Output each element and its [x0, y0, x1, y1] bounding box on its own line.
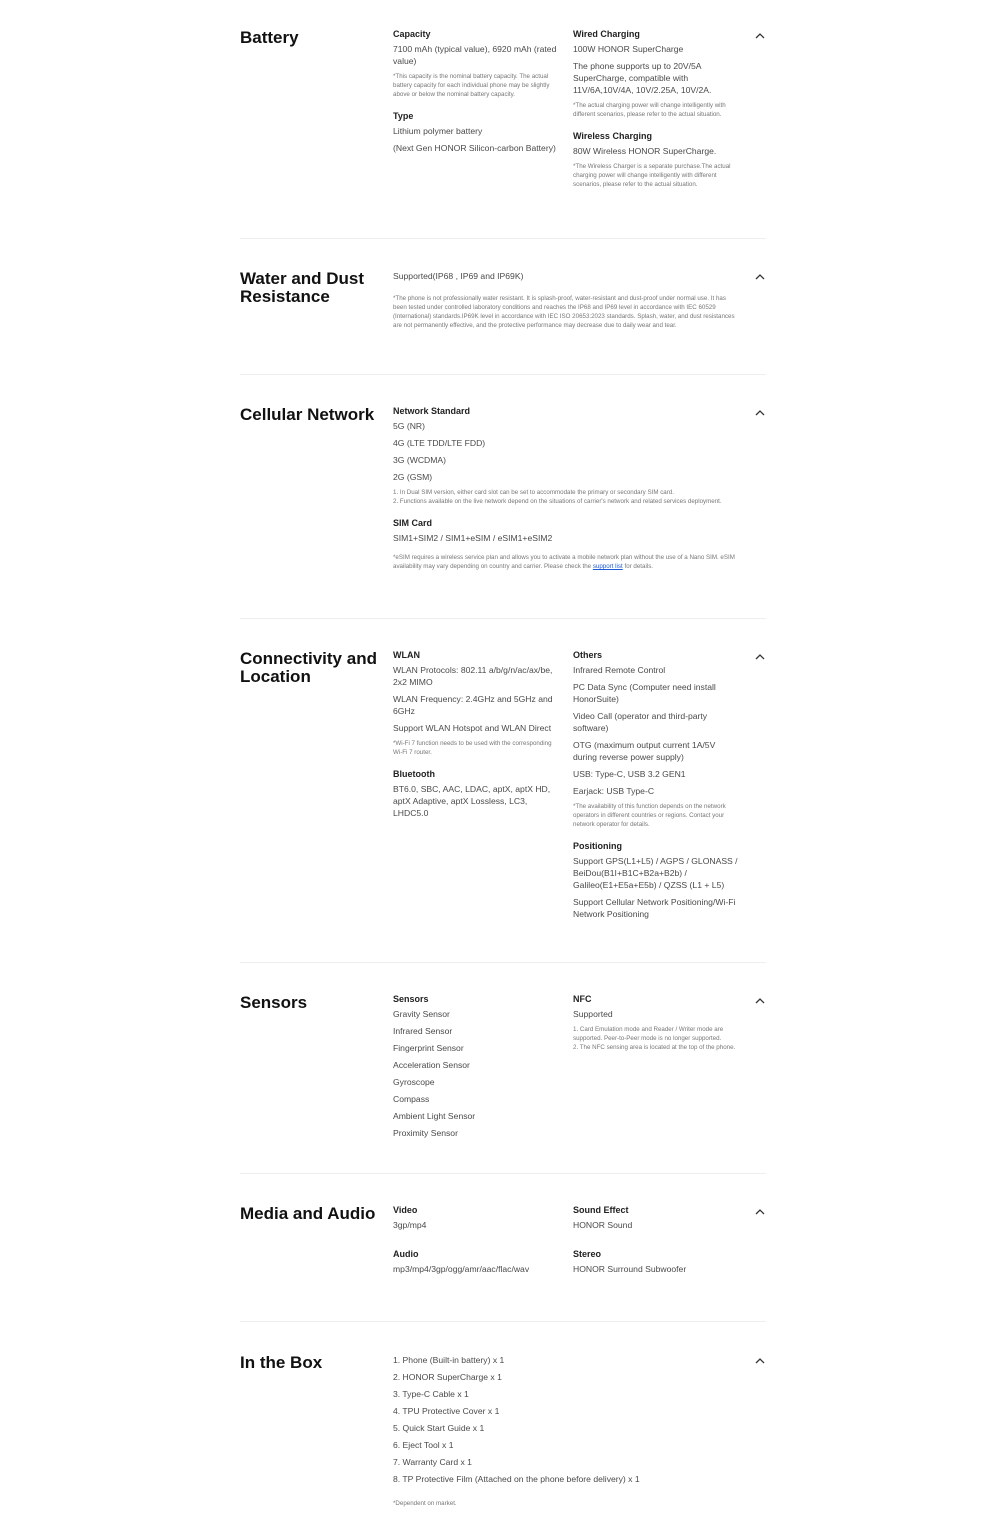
list-item: 2G (GSM): [393, 472, 433, 482]
spec-label: Video: [393, 1205, 418, 1215]
spec-value: The phone supports up to 20V/5A SuperCharge, compatible with 11V/6A,10V/4A, 10V/2.25A, 10V/2A.: [573, 61, 712, 95]
note-text: *eSIM requires a wireless service plan and allows you to activate a mobile network plan without the use of a Nano SIM. eSIM availability may vary depending on country and carrier. Please check the: [393, 554, 735, 570]
list-item: Infrared Remote Control: [573, 665, 666, 675]
list-item: Fingerprint Sensor: [393, 1043, 464, 1053]
list-item: Proximity Sensor: [393, 1128, 458, 1138]
spec-note: *The actual charging power will change intelligently with different scenarios, please refer to the actual situation.: [573, 102, 726, 118]
list-item: 4G (LTE TDD/LTE FDD): [393, 438, 486, 448]
chevron-up-icon[interactable]: [754, 652, 766, 662]
list-item: Compass: [393, 1094, 430, 1104]
spec-note: 1. In Dual SIM version, either card slot can be set to accommodate the primary or secondary SIM card.: [393, 489, 674, 496]
spec-value: Lithium polymer battery: [393, 126, 483, 136]
divider: [240, 1321, 766, 1322]
spec-label: Type: [393, 111, 414, 121]
list-item: Support Cellular Network Positioning/Wi-Fi Network Positioning: [573, 897, 736, 919]
video-group: [393, 1205, 561, 1231]
spec-label: Wired Charging: [573, 29, 640, 39]
spec-value: SIM1+SIM2 / SIM1+eSIM / eSIM1+eSIM2: [393, 533, 553, 543]
list-item: Acceleration Sensor: [393, 1060, 470, 1070]
spec-note: *The availability of this function depends on the network operators in different countries or regions. Contact your network operator for details.: [573, 803, 726, 828]
section-water-dust: [240, 270, 766, 350]
spec-label: WLAN: [393, 650, 420, 660]
chevron-up-icon[interactable]: [754, 1356, 766, 1366]
list-item: 8. TP Protective Film (Attached on the phone before delivery) x 1: [393, 1474, 640, 1484]
list-item: 5. Quick Start Guide x 1: [393, 1423, 485, 1433]
section-media-audio: [240, 1205, 766, 1285]
spec-value: 80W Wireless HONOR SuperCharge.: [573, 146, 717, 156]
chevron-up-icon[interactable]: [754, 1207, 766, 1217]
section-sensors: [240, 994, 766, 1149]
chevron-up-icon[interactable]: [754, 272, 766, 282]
network-standard-group: [393, 406, 738, 506]
nfc-group: [573, 994, 741, 1052]
section-title: In the Box: [240, 1353, 323, 1372]
section-battery: [240, 29, 766, 219]
spec-note: *The Wireless Charger is a separate purchase.The actual charging power will change intelligently with different scenarios, please refer to the actual situation.: [573, 163, 731, 188]
spec-note: 1. Card Emulation mode and Reader / Writer mode are supported. Peer-to-Peer mode is no longer supported.: [573, 1026, 724, 1042]
spec-label: Sound Effect: [573, 1205, 629, 1215]
note-text: for details.: [622, 563, 654, 570]
sound-effect-group: [573, 1205, 741, 1231]
divider: [240, 618, 766, 619]
spec-value: 3gp/mp4: [393, 1220, 427, 1230]
wlan-group: [393, 650, 561, 757]
list-item: WLAN Frequency: 2.4GHz and 5GHz and 6GHz: [393, 694, 553, 716]
spec-note: [393, 553, 738, 571]
list-item: 5G (NR): [393, 421, 425, 431]
chevron-up-icon[interactable]: [754, 996, 766, 1006]
spec-value: HONOR Sound: [573, 1220, 633, 1230]
spec-value: Supported(IP68 , IP69 and IP69K): [393, 271, 524, 281]
positioning-group: [573, 841, 741, 920]
audio-group: [393, 1249, 561, 1275]
spec-label: Sensors: [393, 994, 429, 1004]
divider: [240, 374, 766, 375]
bluetooth-group: [393, 769, 561, 819]
list-item: 3G (WCDMA): [393, 455, 446, 465]
spec-label: SIM Card: [393, 518, 433, 528]
spec-label: Stereo: [573, 1249, 602, 1259]
spec-value: BT6.0, SBC, AAC, LDAC, aptX, aptX HD, aptX Adaptive, aptX Lossless, LC3, LHDC5.0: [393, 784, 551, 818]
chevron-up-icon[interactable]: [754, 31, 766, 41]
list-item: Earjack: USB Type-C: [573, 786, 655, 796]
section-connectivity: [240, 650, 766, 940]
type-group: [393, 111, 561, 154]
list-item: Video Call (operator and third-party software): [573, 711, 708, 733]
spec-label: Positioning: [573, 841, 622, 851]
others-group: [573, 650, 741, 829]
section-cellular: [240, 406, 766, 596]
spec-label: Audio: [393, 1249, 419, 1259]
section-title: Sensors: [240, 993, 308, 1012]
spec-label: Capacity: [393, 29, 431, 39]
section-title: Media and Audio: [240, 1204, 376, 1223]
spec-label: Network Standard: [393, 406, 471, 416]
sim-card-group: [393, 518, 738, 571]
list-item: WLAN Protocols: 802.11 a/b/g/n/ac/ax/be, 2x2 MIMO: [393, 665, 553, 687]
wired-charging-group: [573, 29, 741, 119]
list-item: PC Data Sync (Computer need install HonorSuite): [573, 682, 716, 704]
spec-value: (Next Gen HONOR Silicon-carbon Battery): [393, 143, 556, 153]
divider: [240, 238, 766, 239]
spec-value: Supported: [573, 1009, 613, 1019]
spec-label: Wireless Charging: [573, 131, 652, 141]
spec-value: mp3/mp4/3gp/ogg/amr/aac/flac/wav: [393, 1264, 530, 1274]
list-item: USB: Type-C, USB 3.2 GEN1: [573, 769, 686, 779]
wireless-charging-group: [573, 131, 741, 189]
spec-label: Bluetooth: [393, 769, 435, 779]
list-item: Ambient Light Sensor: [393, 1111, 476, 1121]
spec-note: *Dependent on market.: [393, 1500, 457, 1507]
spec-label: NFC: [573, 994, 592, 1004]
list-item: 3. Type-C Cable x 1: [393, 1389, 469, 1399]
support-list-link[interactable]: support list: [592, 563, 623, 570]
list-item: Infrared Sensor: [393, 1026, 453, 1036]
section-title: Cellular Network: [240, 405, 375, 424]
spec-note: *The phone is not professionally water resistant. It is splash-proof, water-resistant and dust-proof under normal use. It has been tested under controlled laboratory conditions and reaches the IP68 and IP69 level in accordance with IEC 60529 (International) standards.IP69K level in accordance with IEC ISO 20653:2023 standards. Splash, water, and dust resistances are not permanently effective, and the protective performance may decrease due to daily wear and tear.: [393, 295, 735, 329]
list-item: 1. Phone (Built-in battery) x 1: [393, 1355, 505, 1365]
list-item: OTG (maximum output current 1A/5V during reverse power supply): [573, 740, 716, 762]
divider: [240, 1173, 766, 1174]
list-item: 4. TPU Protective Cover x 1: [393, 1406, 500, 1416]
section-title: Water and Dust Resistance: [240, 269, 365, 306]
chevron-up-icon[interactable]: [754, 408, 766, 418]
divider: [240, 962, 766, 963]
spec-value: 7100 mAh (typical value), 6920 mAh (rated value): [393, 44, 557, 66]
list-item: Support GPS(L1+L5) / AGPS / GLONASS / BeiDou(B1I+B1C+B2a+B2b) / Galileo(E1+E5a+E5b) / QZSS (L1 + L5): [573, 856, 738, 890]
section-title: Battery: [240, 28, 299, 47]
spec-label: Others: [573, 650, 603, 660]
spec-value: 100W HONOR SuperCharge: [573, 44, 684, 54]
list-item: 7. Warranty Card x 1: [393, 1457, 472, 1467]
list-item: Gravity Sensor: [393, 1009, 450, 1019]
stereo-group: [573, 1249, 741, 1275]
list-item: 6. Eject Tool x 1: [393, 1440, 454, 1450]
spec-note: *This capacity is the nominal battery capacity. The actual battery capacity for each individual phone may be slightly above or below the nominal battery capacity.: [393, 73, 550, 98]
spec-value: HONOR Surround Subwoofer: [573, 1264, 687, 1274]
list-item: 2. HONOR SuperCharge x 1: [393, 1372, 502, 1382]
capacity-group: [393, 29, 561, 99]
section-title: Connectivity and Location: [240, 649, 377, 686]
spec-note: *Wi-Fi 7 function needs to be used with the corresponding Wi-Fi 7 router.: [393, 740, 552, 756]
section-in-the-box: [240, 1354, 766, 1524]
spec-note: 2. Functions available on the live network depend on the situations of carrier's network and related services deployment.: [393, 498, 722, 505]
list-item: Gyroscope: [393, 1077, 435, 1087]
spec-note: 2. The NFC sensing area is located at the top of the phone.: [573, 1044, 736, 1051]
list-item: Support WLAN Hotspot and WLAN Direct: [393, 723, 552, 733]
sensors-group: [393, 994, 561, 1139]
